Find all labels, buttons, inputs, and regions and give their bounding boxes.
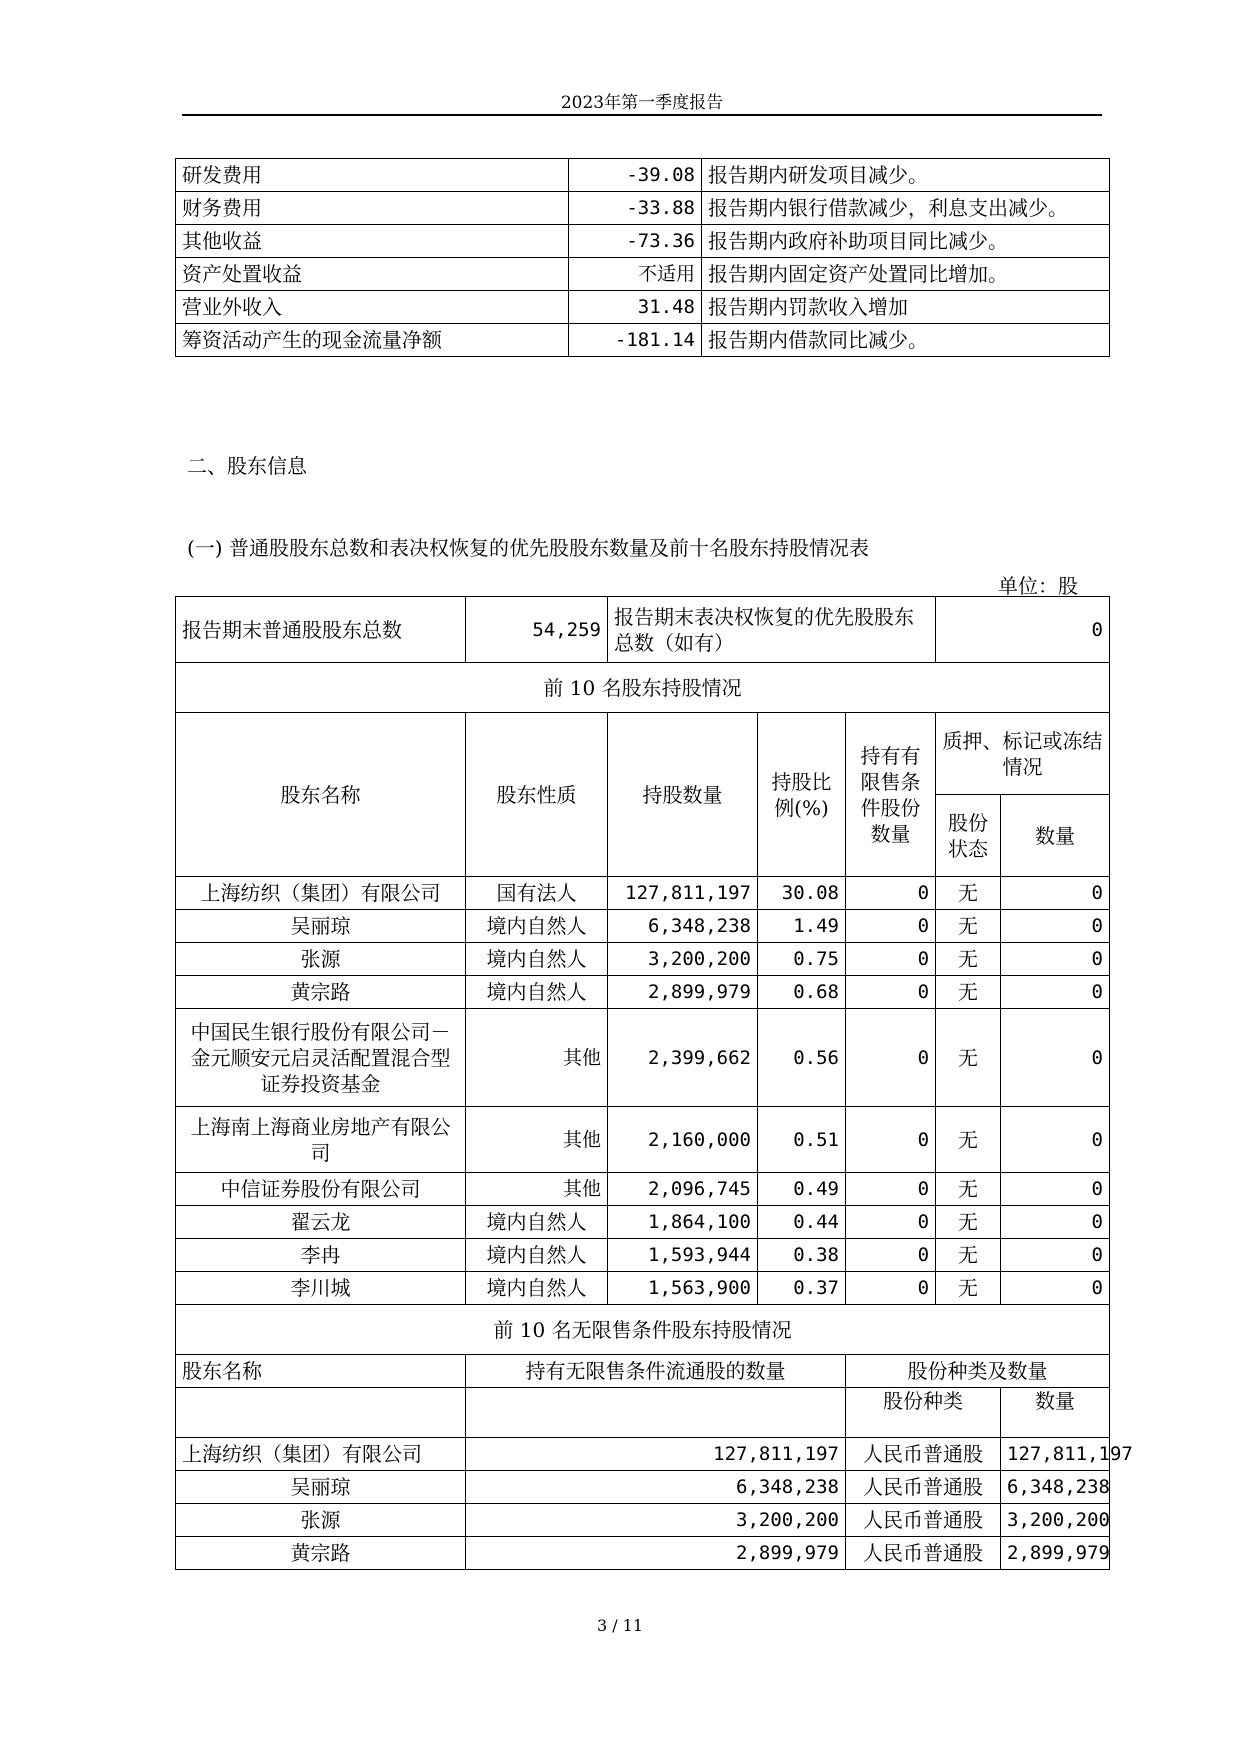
holder-shares: 1,593,944 (608, 1239, 758, 1272)
u-holder-shares: 6,348,238 (466, 1471, 846, 1504)
title-row (176, 663, 1110, 713)
holder-name: 黄宗路 (176, 976, 466, 1009)
holder-name: 吴丽琼 (176, 910, 466, 943)
col-pledge-header: 质押、标记或冻结情况 (936, 713, 1110, 795)
holder-name: 中信证券股份有限公司 (176, 1173, 466, 1206)
col-u-typeqty-header: 股份种类及数量 (846, 1355, 1110, 1388)
holder-ratio: 0.49 (758, 1173, 846, 1206)
ratio-cell: 31.48 (569, 291, 702, 324)
holder-name: 李冉 (176, 1239, 466, 1272)
empty-cell (466, 1388, 846, 1438)
table-row (176, 1173, 1110, 1206)
table-row (176, 877, 1110, 910)
holder-shares: 1,864,100 (608, 1206, 758, 1239)
holder-restricted: 0 (846, 976, 936, 1009)
holder-nature: 境内自然人 (466, 1272, 608, 1305)
col-u-shares-header: 持有无限售条件流通股的数量 (466, 1355, 846, 1388)
holder-status: 无 (936, 1206, 1001, 1239)
table-row (176, 1438, 1110, 1471)
holder-name: 中国民生银行股份有限公司－金元顺安元启灵活配置混合型证券投资基金 (176, 1009, 466, 1107)
table-row (176, 976, 1110, 1009)
holder-qty: 0 (1001, 910, 1110, 943)
header-row-2 (176, 1388, 1110, 1438)
holder-nature: 其他 (466, 1107, 608, 1173)
u-holder-qty: 2,899,979 (1001, 1537, 1110, 1570)
item-cell: 其他收益 (176, 225, 569, 258)
u-holder-qty: 127,811,197 (1001, 1438, 1110, 1471)
holder-ratio: 0.51 (758, 1107, 846, 1173)
u-holder-shares: 127,811,197 (466, 1438, 846, 1471)
holder-nature: 国有法人 (466, 877, 608, 910)
ratio-cell: -181.14 (569, 324, 702, 357)
shareholders-table (175, 596, 1133, 1570)
table-row (176, 225, 1110, 258)
reason-cell: 报告期内研发项目减少。 (702, 159, 1110, 192)
u-holder-name: 张源 (176, 1504, 466, 1537)
holder-shares: 127,811,197 (608, 877, 758, 910)
reason-cell: 报告期内借款同比减少。 (702, 324, 1110, 357)
holder-qty: 0 (1001, 1272, 1110, 1305)
holder-ratio: 0.75 (758, 943, 846, 976)
u-holder-type: 人民币普通股 (846, 1504, 1001, 1537)
total-holders-value: 54,259 (466, 597, 608, 663)
holder-name: 上海纺织（集团）有限公司 (176, 877, 466, 910)
u-holder-shares: 2,899,979 (466, 1537, 846, 1570)
holder-shares: 2,399,662 (608, 1009, 758, 1107)
pref-holders-value: 0 (936, 597, 1110, 663)
col-u-name-header: 股东名称 (176, 1355, 466, 1388)
item-cell: 财务费用 (176, 192, 569, 225)
holder-nature: 境内自然人 (466, 976, 608, 1009)
u-holder-shares: 3,200,200 (466, 1504, 846, 1537)
holder-shares: 2,096,745 (608, 1173, 758, 1206)
holder-restricted: 0 (846, 1009, 936, 1107)
holder-restricted: 0 (846, 1173, 936, 1206)
holder-restricted: 0 (846, 1206, 936, 1239)
title-row (176, 1305, 1110, 1355)
holder-restricted: 0 (846, 910, 936, 943)
holder-shares: 1,563,900 (608, 1272, 758, 1305)
holder-nature: 境内自然人 (466, 1206, 608, 1239)
holder-name: 张源 (176, 943, 466, 976)
holder-ratio: 0.56 (758, 1009, 846, 1107)
reason-cell: 报告期内固定资产处置同比增加。 (702, 258, 1110, 291)
section-subtitle: (一) 普通股股东总数和表决权恢复的优先股股东数量及前十名股东持股情况表 (187, 536, 869, 560)
item-cell: 资产处置收益 (176, 258, 569, 291)
table-row (176, 1537, 1110, 1570)
holder-restricted: 0 (846, 1272, 936, 1305)
col-qty-header: 数量 (1001, 795, 1110, 877)
ratio-cell: -39.08 (569, 159, 702, 192)
u-holder-qty: 3,200,200 (1001, 1504, 1110, 1537)
summary-row (176, 597, 1110, 663)
ratio-cell: -73.36 (569, 225, 702, 258)
holder-nature: 其他 (466, 1173, 608, 1206)
holder-qty: 0 (1001, 1239, 1110, 1272)
holder-name: 翟云龙 (176, 1206, 466, 1239)
u-holder-type: 人民币普通股 (846, 1537, 1001, 1570)
holder-status: 无 (936, 877, 1001, 910)
holder-restricted: 0 (846, 1107, 936, 1173)
holder-qty: 0 (1001, 976, 1110, 1009)
holder-shares: 6,348,238 (608, 910, 758, 943)
ratio-cell: 不适用 (569, 258, 702, 291)
holder-status: 无 (936, 943, 1001, 976)
holder-restricted: 0 (846, 943, 936, 976)
col-status-header: 股份状态 (936, 795, 1001, 877)
holder-status: 无 (936, 1173, 1001, 1206)
holder-qty: 0 (1001, 943, 1110, 976)
holder-status: 无 (936, 910, 1001, 943)
holder-status: 无 (936, 976, 1001, 1009)
holder-ratio: 30.08 (758, 877, 846, 910)
holder-ratio: 1.49 (758, 910, 846, 943)
holder-ratio: 0.38 (758, 1239, 846, 1272)
holder-shares: 2,160,000 (608, 1107, 758, 1173)
page-number: 3 / 11 (596, 1616, 644, 1635)
section-title: 二、股东信息 (187, 454, 307, 478)
col-ratio-header: 持股比例(%) (758, 713, 846, 877)
table-row (176, 291, 1110, 324)
item-cell: 营业外收入 (176, 291, 569, 324)
holder-nature: 境内自然人 (466, 943, 608, 976)
unrestricted-title: 前 10 名无限售条件股东持股情况 (176, 1305, 1110, 1355)
table-row (176, 324, 1110, 357)
page-header: 2023年第一季度报告 (560, 93, 724, 113)
table-row (176, 1206, 1110, 1239)
holder-qty: 0 (1001, 877, 1110, 910)
u-holder-qty: 6,348,238 (1001, 1471, 1110, 1504)
u-holder-type: 人民币普通股 (846, 1471, 1001, 1504)
table-row (176, 1107, 1110, 1173)
holder-name: 李川城 (176, 1272, 466, 1305)
ratio-cell: -33.88 (569, 192, 702, 225)
table-row (176, 159, 1110, 192)
header-rule (182, 114, 1102, 116)
col-nature-header: 股东性质 (466, 713, 608, 877)
changes-table (175, 158, 1110, 357)
holder-nature: 其他 (466, 1009, 608, 1107)
holder-restricted: 0 (846, 1239, 936, 1272)
holder-shares: 2,899,979 (608, 976, 758, 1009)
holder-name: 上海南上海商业房地产有限公司 (176, 1107, 466, 1173)
table-row (176, 1471, 1110, 1504)
table-row (176, 1009, 1110, 1107)
u-holder-name: 吴丽琼 (176, 1471, 466, 1504)
header-row (176, 1355, 1110, 1388)
reason-cell: 报告期内政府补助项目同比减少。 (702, 225, 1110, 258)
table-row (176, 1239, 1110, 1272)
holder-qty: 0 (1001, 1206, 1110, 1239)
holder-nature: 境内自然人 (466, 1239, 608, 1272)
total-holders-label: 报告期末普通股股东总数 (176, 597, 466, 663)
table-row (176, 943, 1110, 976)
holder-ratio: 0.37 (758, 1272, 846, 1305)
table-row (176, 910, 1110, 943)
reason-cell: 报告期内罚款收入增加 (702, 291, 1110, 324)
header-row (176, 713, 1110, 795)
holder-qty: 0 (1001, 1173, 1110, 1206)
holder-restricted: 0 (846, 877, 936, 910)
table-row (176, 192, 1110, 225)
item-cell: 研发费用 (176, 159, 569, 192)
holder-status: 无 (936, 1272, 1001, 1305)
top10-title: 前 10 名股东持股情况 (176, 663, 1110, 713)
holder-ratio: 0.68 (758, 976, 846, 1009)
col-name-header: 股东名称 (176, 713, 466, 877)
col-shares-header: 持股数量 (608, 713, 758, 877)
holder-status: 无 (936, 1107, 1001, 1173)
holder-status: 无 (936, 1009, 1001, 1107)
unit-label: 单位：股 (998, 574, 1078, 598)
col-restricted-header: 持有有限售条件股份数量 (846, 713, 936, 877)
table-row (176, 258, 1110, 291)
col-u-type-header: 股份种类 (846, 1388, 1001, 1438)
holder-status: 无 (936, 1239, 1001, 1272)
u-holder-name: 黄宗路 (176, 1537, 466, 1570)
item-cell: 筹资活动产生的现金流量净额 (176, 324, 569, 357)
holder-ratio: 0.44 (758, 1206, 846, 1239)
u-holder-name: 上海纺织（集团）有限公司 (176, 1438, 466, 1471)
reason-cell: 报告期内银行借款减少，利息支出减少。 (702, 192, 1110, 225)
pref-holders-label: 报告期末表决权恢复的优先股股东总数（如有） (608, 597, 936, 663)
empty-cell (176, 1388, 466, 1438)
holder-qty: 0 (1001, 1107, 1110, 1173)
holder-nature: 境内自然人 (466, 910, 608, 943)
holder-shares: 3,200,200 (608, 943, 758, 976)
table-row (176, 1272, 1110, 1305)
holder-qty: 0 (1001, 1009, 1110, 1107)
col-u-qty-header: 数量 (1001, 1388, 1110, 1438)
table-row (176, 1504, 1110, 1537)
u-holder-type: 人民币普通股 (846, 1438, 1001, 1471)
